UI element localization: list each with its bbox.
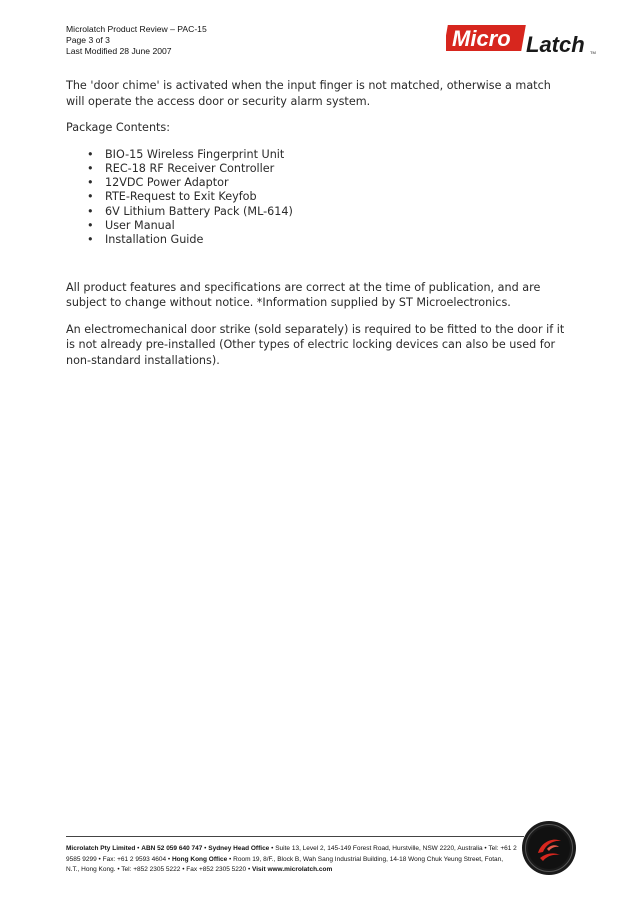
list-item: • REC-18 RF Receiver Controller xyxy=(87,161,275,175)
document-header xyxy=(66,24,207,57)
footer-sydney-label: Sydney Head Office xyxy=(208,845,270,852)
list-item: • User Manual xyxy=(87,218,175,232)
microlatch-seal-icon xyxy=(521,820,577,876)
package-contents-heading: Package Contents: xyxy=(66,121,171,134)
list-item: • Installation Guide xyxy=(87,233,204,247)
svg-text:Latch: Latch xyxy=(526,32,585,56)
svg-text:TM: TM xyxy=(590,50,596,55)
footer-abn: ABN 52 059 640 747 xyxy=(141,845,203,852)
package-contents-list xyxy=(66,148,566,248)
door-chime-paragraph: The 'door chime' is activated when the input finger is not matched, otherwise a match will operate the access door or security alarm system. xyxy=(66,79,551,108)
footer-hk-fax: Fax +852 2305 5220 xyxy=(186,866,247,873)
footer-company: Microlatch Pty Limited xyxy=(66,845,136,852)
svg-text:Micro: Micro xyxy=(452,26,511,51)
footer-hk-tel: Tel: +852 2305 5222 xyxy=(121,866,181,873)
footer-contact-info: Microlatch Pty Limited • ABN 52 059 640 747 • Sydney Head Office • Suite 13, Level 2, 145-149 Forest Road, Hurstville, NSW 2220, Australia • Tel: +61 2 9585 9299 • Fax: +61 2 9593 4604 • Hong Kong Office • Room 19, 8/F., Block B, Wah Sang Industrial Building, 14-18 Wong Chuk Yeung Street, Fotan, N.T., Hong Kong. • Tel: +852 2305 5222 • Fax +852 2305 5220 • Visit www.microlatch.com xyxy=(66,845,517,873)
last-modified: Last Modified 28 June 2007 xyxy=(66,46,172,56)
door-strike-paragraph: An electromechanical door strike (sold separately) is required to be fitted to the door if it is not already pre-installed (Other types of electric locking devices can also be used for non-standard installations). xyxy=(66,322,565,367)
list-item: • BIO-15 Wireless Fingerprint Unit xyxy=(87,147,285,161)
footer-sydney-tel: Tel: +61 2 9585 9299 xyxy=(66,845,517,863)
list-item: • RTE-Request to Exit Keyfob xyxy=(87,190,257,204)
microlatch-logo xyxy=(446,24,596,56)
document-body xyxy=(66,78,566,368)
footer-hk-address: Room 19, 8/F., Block B, Wah Sang Industrial Building, 14-18 Wong Chuk Yeung Street, Fotan, N.T., Hong Kong. xyxy=(66,855,504,873)
footer-sydney-fax: Fax: +61 2 9593 4604 xyxy=(102,855,167,863)
list-item: • 12VDC Power Adaptor xyxy=(87,176,229,190)
features-disclaimer-paragraph: All product features and specifications are correct at the time of publication, and are subject to change without notice. *Information supplied by ST Microelectronics. xyxy=(66,280,541,310)
page-number: Page 3 of 3 xyxy=(66,35,110,45)
footer-website: Visit www.microlatch.com xyxy=(252,866,333,873)
list-item: • 6V Lithium Battery Pack (ML-614) xyxy=(87,204,293,218)
footer-hk-label: Hong Kong Office xyxy=(171,855,228,863)
doc-title: Microlatch Product Review – PAC-15 xyxy=(66,24,207,34)
footer-divider xyxy=(66,836,524,837)
footer-sydney-address: Suite 13, Level 2, 145-149 Forest Road, Hurstville, NSW 2220, Australia xyxy=(275,845,483,852)
